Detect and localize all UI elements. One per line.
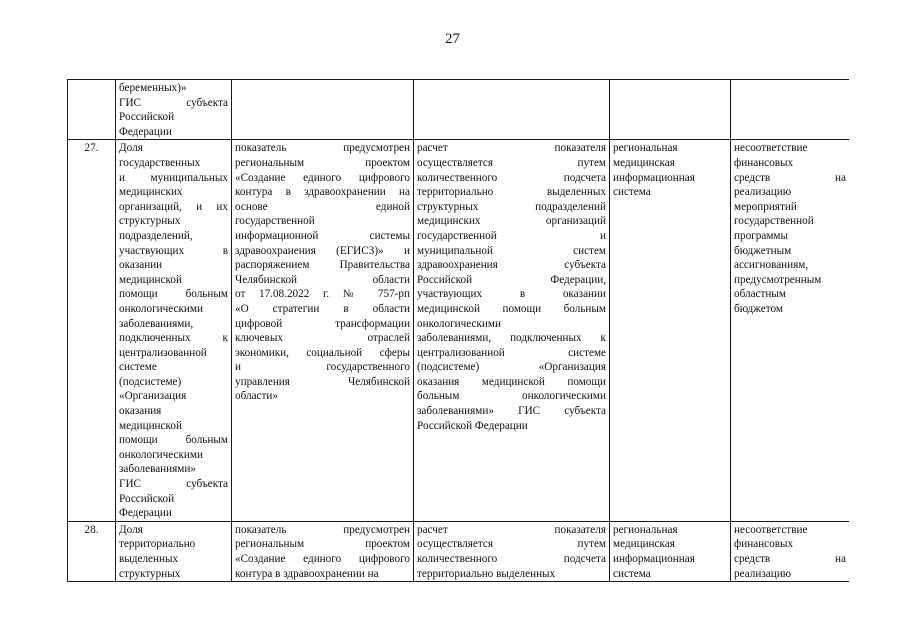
cell-text-line: онкологическими <box>119 302 203 315</box>
cell-text-line: контура в здравоохранении на <box>235 186 410 199</box>
table-row-28 <box>68 521 850 581</box>
cell-text-line: реализацию <box>734 186 792 199</box>
cell-text-line: заболеваниями, подключенных к <box>417 332 606 345</box>
cell-text-line: от 17.08.2022 г. № 757-рп <box>235 288 410 301</box>
cell-text-line: бюджетным <box>734 244 792 257</box>
cell-text-line: осуществляется путем <box>417 156 606 169</box>
cell-text-line: подключенных к <box>119 332 228 345</box>
cell-text-line: ГИС субъекта <box>119 96 228 109</box>
cell-text-line: расчет показателя <box>417 523 606 536</box>
cell-basis <box>232 80 414 140</box>
cell-text-line: государственной и <box>417 229 606 242</box>
cell-text-line: организаций, и их <box>119 200 228 213</box>
cell-text-line: информационная <box>613 171 695 184</box>
cell-text-line: Федерации <box>119 125 172 138</box>
cell-text-line: областным <box>734 288 786 301</box>
cell-data-source <box>610 80 731 140</box>
cell-text-line: региональным проектом <box>235 538 410 551</box>
cell-text-line: системе <box>119 361 157 374</box>
cell-text-line: мероприятий <box>734 200 797 213</box>
cell-text-line: государственной <box>235 215 315 228</box>
cell-text-line: «О стратегии в области <box>235 302 410 315</box>
cell-text-line: средств на <box>734 171 846 184</box>
cell-calculation-method <box>414 521 610 581</box>
cell-text-line: Доля <box>119 142 143 155</box>
cell-text-line: финансовых <box>734 156 794 169</box>
cell-indicator-name <box>116 80 232 140</box>
cell-text-line: централизованной системе <box>417 346 606 359</box>
cell-text-line: контура в здравоохранении на <box>235 567 379 580</box>
cell-text-line: Российской Федерации <box>417 419 528 432</box>
cell-text-line: цифровой трансформации <box>235 317 410 330</box>
cell-text-line: онкологическими <box>417 317 501 330</box>
cell-data-source <box>610 521 731 581</box>
cell-text-line: Челябинской области <box>235 273 410 286</box>
cell-basis <box>232 140 414 521</box>
cell-text-line: централизованной <box>119 346 207 359</box>
cell-text-line: участвующих в оказании <box>417 288 606 301</box>
cell-text-line: «Создание единого цифрового <box>235 553 410 565</box>
cell-text-line: онкологическими <box>119 448 203 461</box>
cell-text-line: «Создание единого цифрового <box>235 171 410 184</box>
cell-risk <box>731 521 850 581</box>
cell-text-line: программы <box>734 229 788 242</box>
cell-text-line: Федерации <box>119 507 172 520</box>
cell-text-line: осуществляется путем <box>417 538 606 551</box>
cell-text-line: экономики, социальной сферы <box>235 346 410 359</box>
cell-text-line: ключевых отраслей <box>235 332 410 345</box>
cell-text-line: помощи больным <box>119 434 228 447</box>
cell-text-line: территориально выделенных <box>417 567 556 580</box>
cell-text-line: показатель предусмотрен <box>235 523 410 536</box>
cell-text-line: и государственного <box>235 361 410 374</box>
cell-text-line: оказании <box>119 259 163 272</box>
cell-text-line: медицинской помощи больным <box>417 302 606 315</box>
cell-text-line: информационной системы <box>235 229 410 242</box>
cell-text-line: государственной <box>734 215 814 228</box>
cell-text-line: ассигнованиям, <box>734 259 809 272</box>
cell-text-line: региональная <box>613 142 678 155</box>
cell-calculation-method <box>414 140 610 521</box>
cell-text-line: количественного подсчета <box>417 553 606 565</box>
cell-text-line: здравоохранения (ЕГИСЗ)» и <box>235 244 410 257</box>
cell-text-line: Российской Федерации, <box>417 273 606 286</box>
cell-text-line: участвующих в <box>119 244 228 257</box>
cell-number: 28. <box>68 521 116 581</box>
cell-text-line: области» <box>235 390 278 403</box>
indicator-table-wrapper <box>67 79 849 640</box>
cell-text-line: Российской <box>119 492 175 505</box>
cell-text-line: подразделений, <box>119 229 193 242</box>
cell-data-source <box>610 140 731 521</box>
cell-text-line: Доля <box>119 523 143 536</box>
cell-text-line: заболеваниями» <box>119 463 196 476</box>
cell-indicator-name <box>116 140 232 521</box>
cell-text-line: медицинской <box>119 273 182 286</box>
cell-number: 27. <box>68 140 116 521</box>
cell-text-line: (подсистеме) <box>119 375 182 388</box>
cell-text-line: средств на <box>734 553 846 565</box>
cell-text-line: система <box>613 186 651 199</box>
cell-text-line: «Организация <box>119 390 187 403</box>
cell-text-line: муниципальной систем <box>417 244 606 257</box>
cell-text-line: несоответствие <box>734 523 808 536</box>
cell-text-line: беременных)» <box>119 82 187 94</box>
cell-text-line: показатель предусмотрен <box>235 142 410 155</box>
cell-text-line: медицинская <box>613 538 675 551</box>
cell-text-line: несоответствие <box>734 142 808 155</box>
cell-risk <box>731 80 850 140</box>
cell-text-line: помощи больным <box>119 288 228 301</box>
cell-text-line: Российской <box>119 111 175 124</box>
table-row-27 <box>68 140 850 521</box>
cell-text-line: структурных подразделений <box>417 200 606 213</box>
cell-indicator-name <box>116 521 232 581</box>
cell-text-line: территориально <box>119 538 196 551</box>
cell-text-line: структурных <box>119 215 181 228</box>
cell-text-line: медицинских организаций <box>417 215 606 228</box>
cell-text-line: заболеваниями, <box>119 317 194 330</box>
cell-text-line: финансовых <box>734 538 794 551</box>
cell-number <box>68 80 116 140</box>
cell-text-line: медицинской <box>119 419 182 432</box>
cell-text-line: выделенных <box>119 553 179 565</box>
cell-text-line: реализацию <box>734 567 792 580</box>
cell-text-line: управления Челябинской <box>235 375 410 388</box>
cell-text-line: расчет показателя <box>417 142 606 155</box>
cell-text-line: бюджетом <box>734 302 783 315</box>
cell-text-line: предусмотренным <box>734 273 822 286</box>
cell-text-line: основе единой <box>235 200 410 213</box>
page-number: 27 <box>445 31 460 47</box>
cell-text-line: количественного подсчета <box>417 171 606 184</box>
table-row-continuation <box>68 80 850 140</box>
cell-calculation-method <box>414 80 610 140</box>
indicator-table <box>67 79 849 582</box>
cell-text-line: оказания <box>119 405 162 418</box>
cell-text-line: медицинская <box>613 156 675 169</box>
cell-text-line: государственных <box>119 156 201 169</box>
cell-text-line: территориально выделенных <box>417 186 606 199</box>
cell-text-line: региональным проектом <box>235 156 410 169</box>
cell-basis <box>232 521 414 581</box>
cell-text-line: региональная <box>613 523 678 536</box>
cell-text-line: здравоохранения субъекта <box>417 259 606 272</box>
cell-risk <box>731 140 850 521</box>
cell-text-line: медицинских <box>119 186 183 199</box>
cell-text-line: оказания медицинской помощи <box>417 375 606 388</box>
cell-text-line: система <box>613 567 651 580</box>
cell-text-line: ГИС субъекта <box>119 478 228 491</box>
cell-text-line: информационная <box>613 553 695 565</box>
cell-text-line: структурных <box>119 567 181 580</box>
cell-text-line: распоряжением Правительства <box>235 259 410 272</box>
cell-text-line: заболеваниями» ГИС субъекта <box>417 405 606 418</box>
cell-text-line: больным онкологическими <box>417 390 606 403</box>
cell-text-line: и муниципальных <box>119 171 228 184</box>
cell-text-line: (подсистеме) «Организация <box>417 361 606 374</box>
